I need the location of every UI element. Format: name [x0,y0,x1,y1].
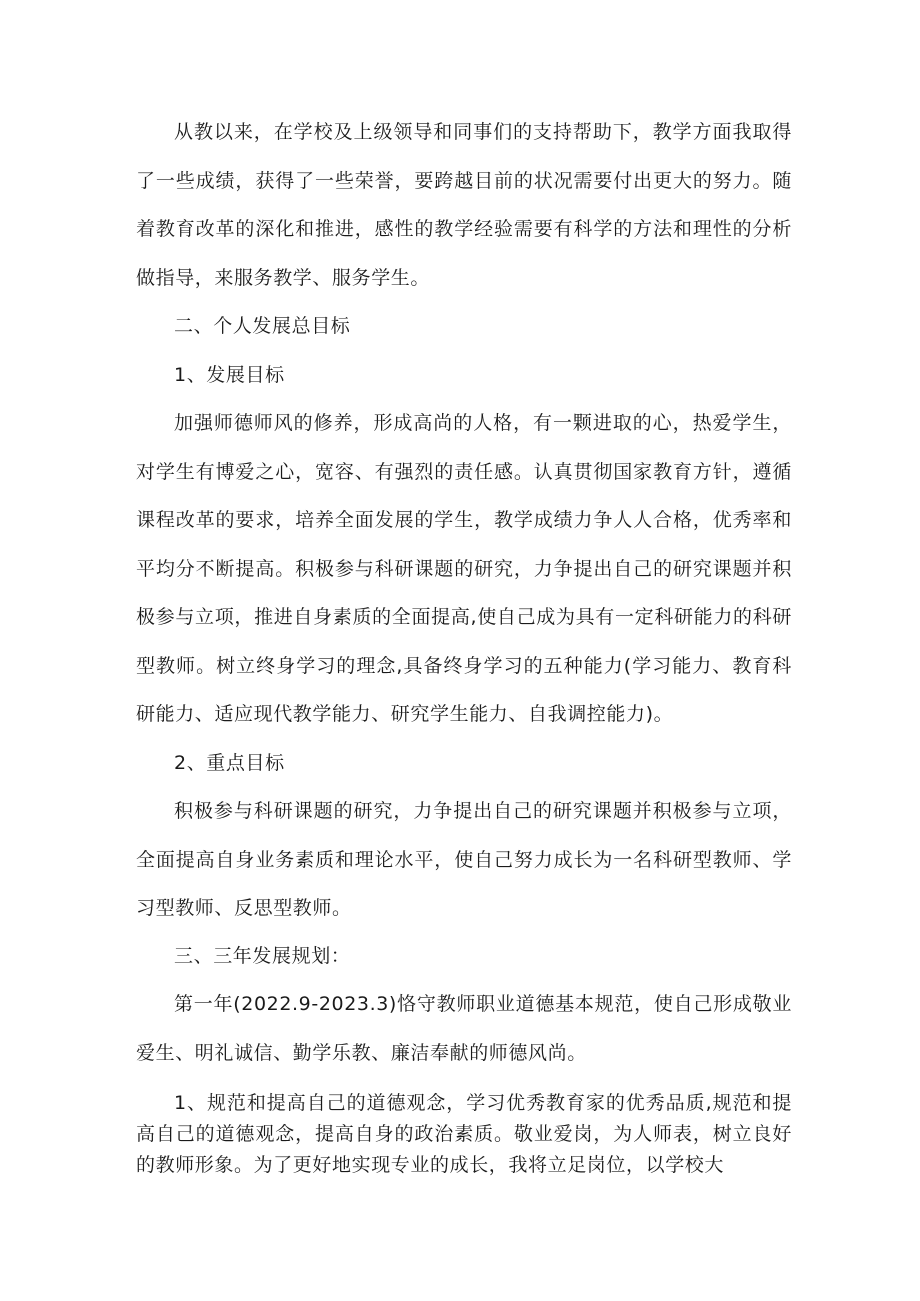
development-goal-paragraph: 加强师德师风的修养，形成高尚的人格，有一颗进取的心，热爱学生，对学生有博爱之心，宽容、有强烈的责任感。认真贯彻国家教育方针，遵循课程改革的要求，培养全面发展的学生，教学成绩力争人人合格，优秀率和平均分不断提高。积极参与科研课题的研究，力争提出自己的研究课题并积极参与立项，推进自身素质的全面提高,使自己成为具有一定科研能力的科研型教师。树立终身学习的理念,具备终身学习的五种能力(学习能力、教育科研能力、适应现代教学能力、研究学生能力、自我调控能力)。 [136,412,792,725]
year-one-paragraph: 第一年(2022.9-2023.3)恪守教师职业道德基本规范，使自己形成敬业爱生、明礼诚信、勤学乐教、廉洁奉献的师德风尚。 [136,993,792,1064]
subheading-key-goal: 2、重点目标 [174,752,285,774]
subheading-development-goal: 1、发展目标 [174,364,285,386]
section-heading-goals: 二、个人发展总目标 [174,315,351,337]
key-goal-paragraph: 积极参与科研课题的研究，力争提出自己的研究课题并积极参与立项，全面提高自身业务素质和理论水平，使自己努力成长为一名科研型教师、学习型教师、反思型教师。 [136,800,792,919]
plan-item-paragraph: 1、规范和提高自己的道德观念，学习优秀教育家的优秀品质,规范和提高自己的道德观念，提高自身的政治素质。敬业爱岗，为人师表，树立良好的教师形象。为了更好地实现专业的成长，我将立足岗位，以学校大 [136,1092,792,1176]
intro-paragraph: 从教以来，在学校及上级领导和同事们的支持帮助下，教学方面我取得了一些成绩，获得了一些荣誉，要跨越目前的状况需要付出更大的努力。随着教育改革的深化和推进，感性的教学经验需要有科学的方法和理性的分析做指导，来服务教学、服务学生。 [136,121,792,289]
section-heading-plan: 三、三年发展规划： [174,945,351,967]
